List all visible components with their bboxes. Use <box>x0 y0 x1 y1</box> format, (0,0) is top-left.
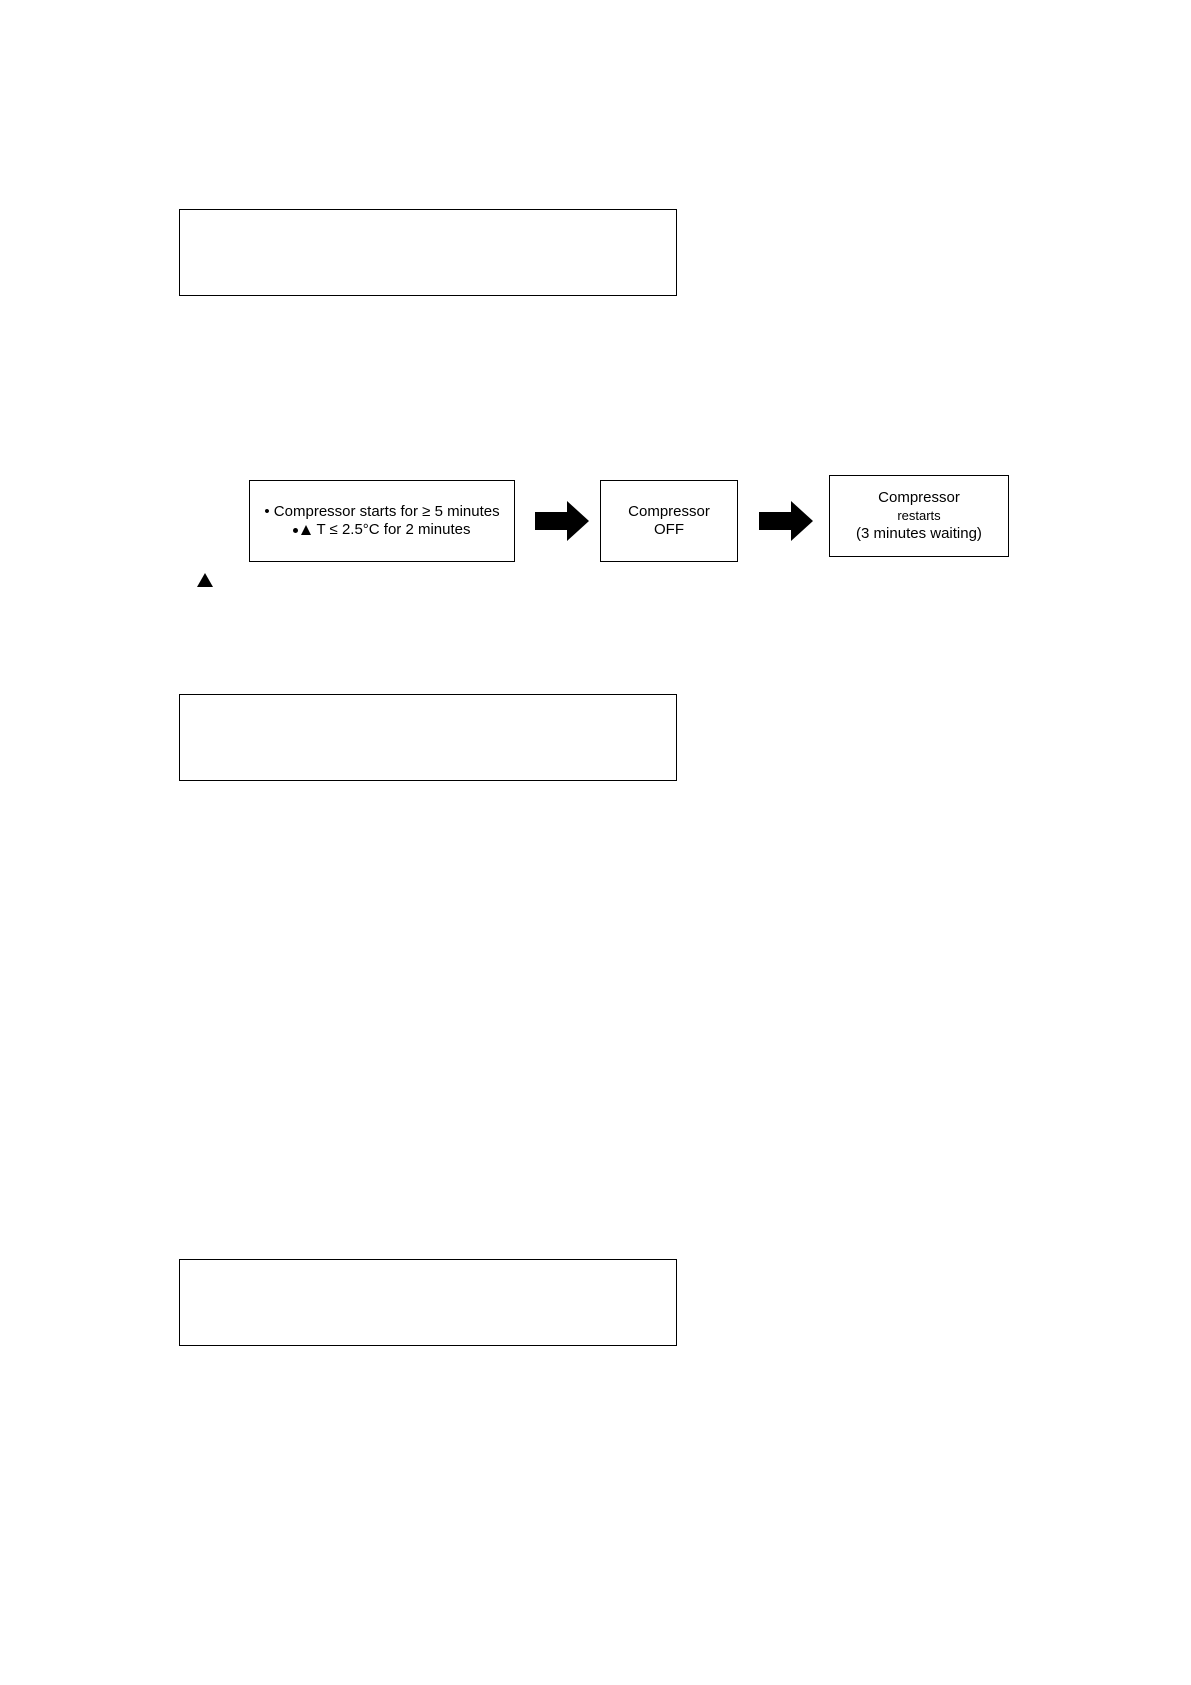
condition-line-2: T ≤ 2.5°C for 2 minutes <box>316 521 471 538</box>
restart-box-line-2: restarts <box>897 508 941 523</box>
delta-triangle-icon <box>301 525 311 535</box>
bullet-dot-icon <box>293 528 298 533</box>
condition-box <box>249 480 515 562</box>
condition-line-1: • Compressor starts for ≥ 5 minutes <box>264 503 500 520</box>
triangle-icon <box>197 573 213 587</box>
compressor-off-box <box>600 480 738 562</box>
right-arrow-icon <box>759 501 813 541</box>
off-box-line-2: OFF <box>654 521 684 538</box>
off-box-line-1: Compressor <box>628 503 710 520</box>
section-header-box-1 <box>179 209 677 296</box>
compressor-restart-box <box>829 475 1009 557</box>
restart-box-line-1: Compressor <box>878 489 960 506</box>
condition-line-2-row <box>293 521 470 539</box>
right-arrow-icon <box>535 501 589 541</box>
section-header-box-2 <box>179 694 677 781</box>
restart-box-line-3: (3 minutes waiting) <box>856 525 982 542</box>
section-header-box-3 <box>179 1259 677 1346</box>
